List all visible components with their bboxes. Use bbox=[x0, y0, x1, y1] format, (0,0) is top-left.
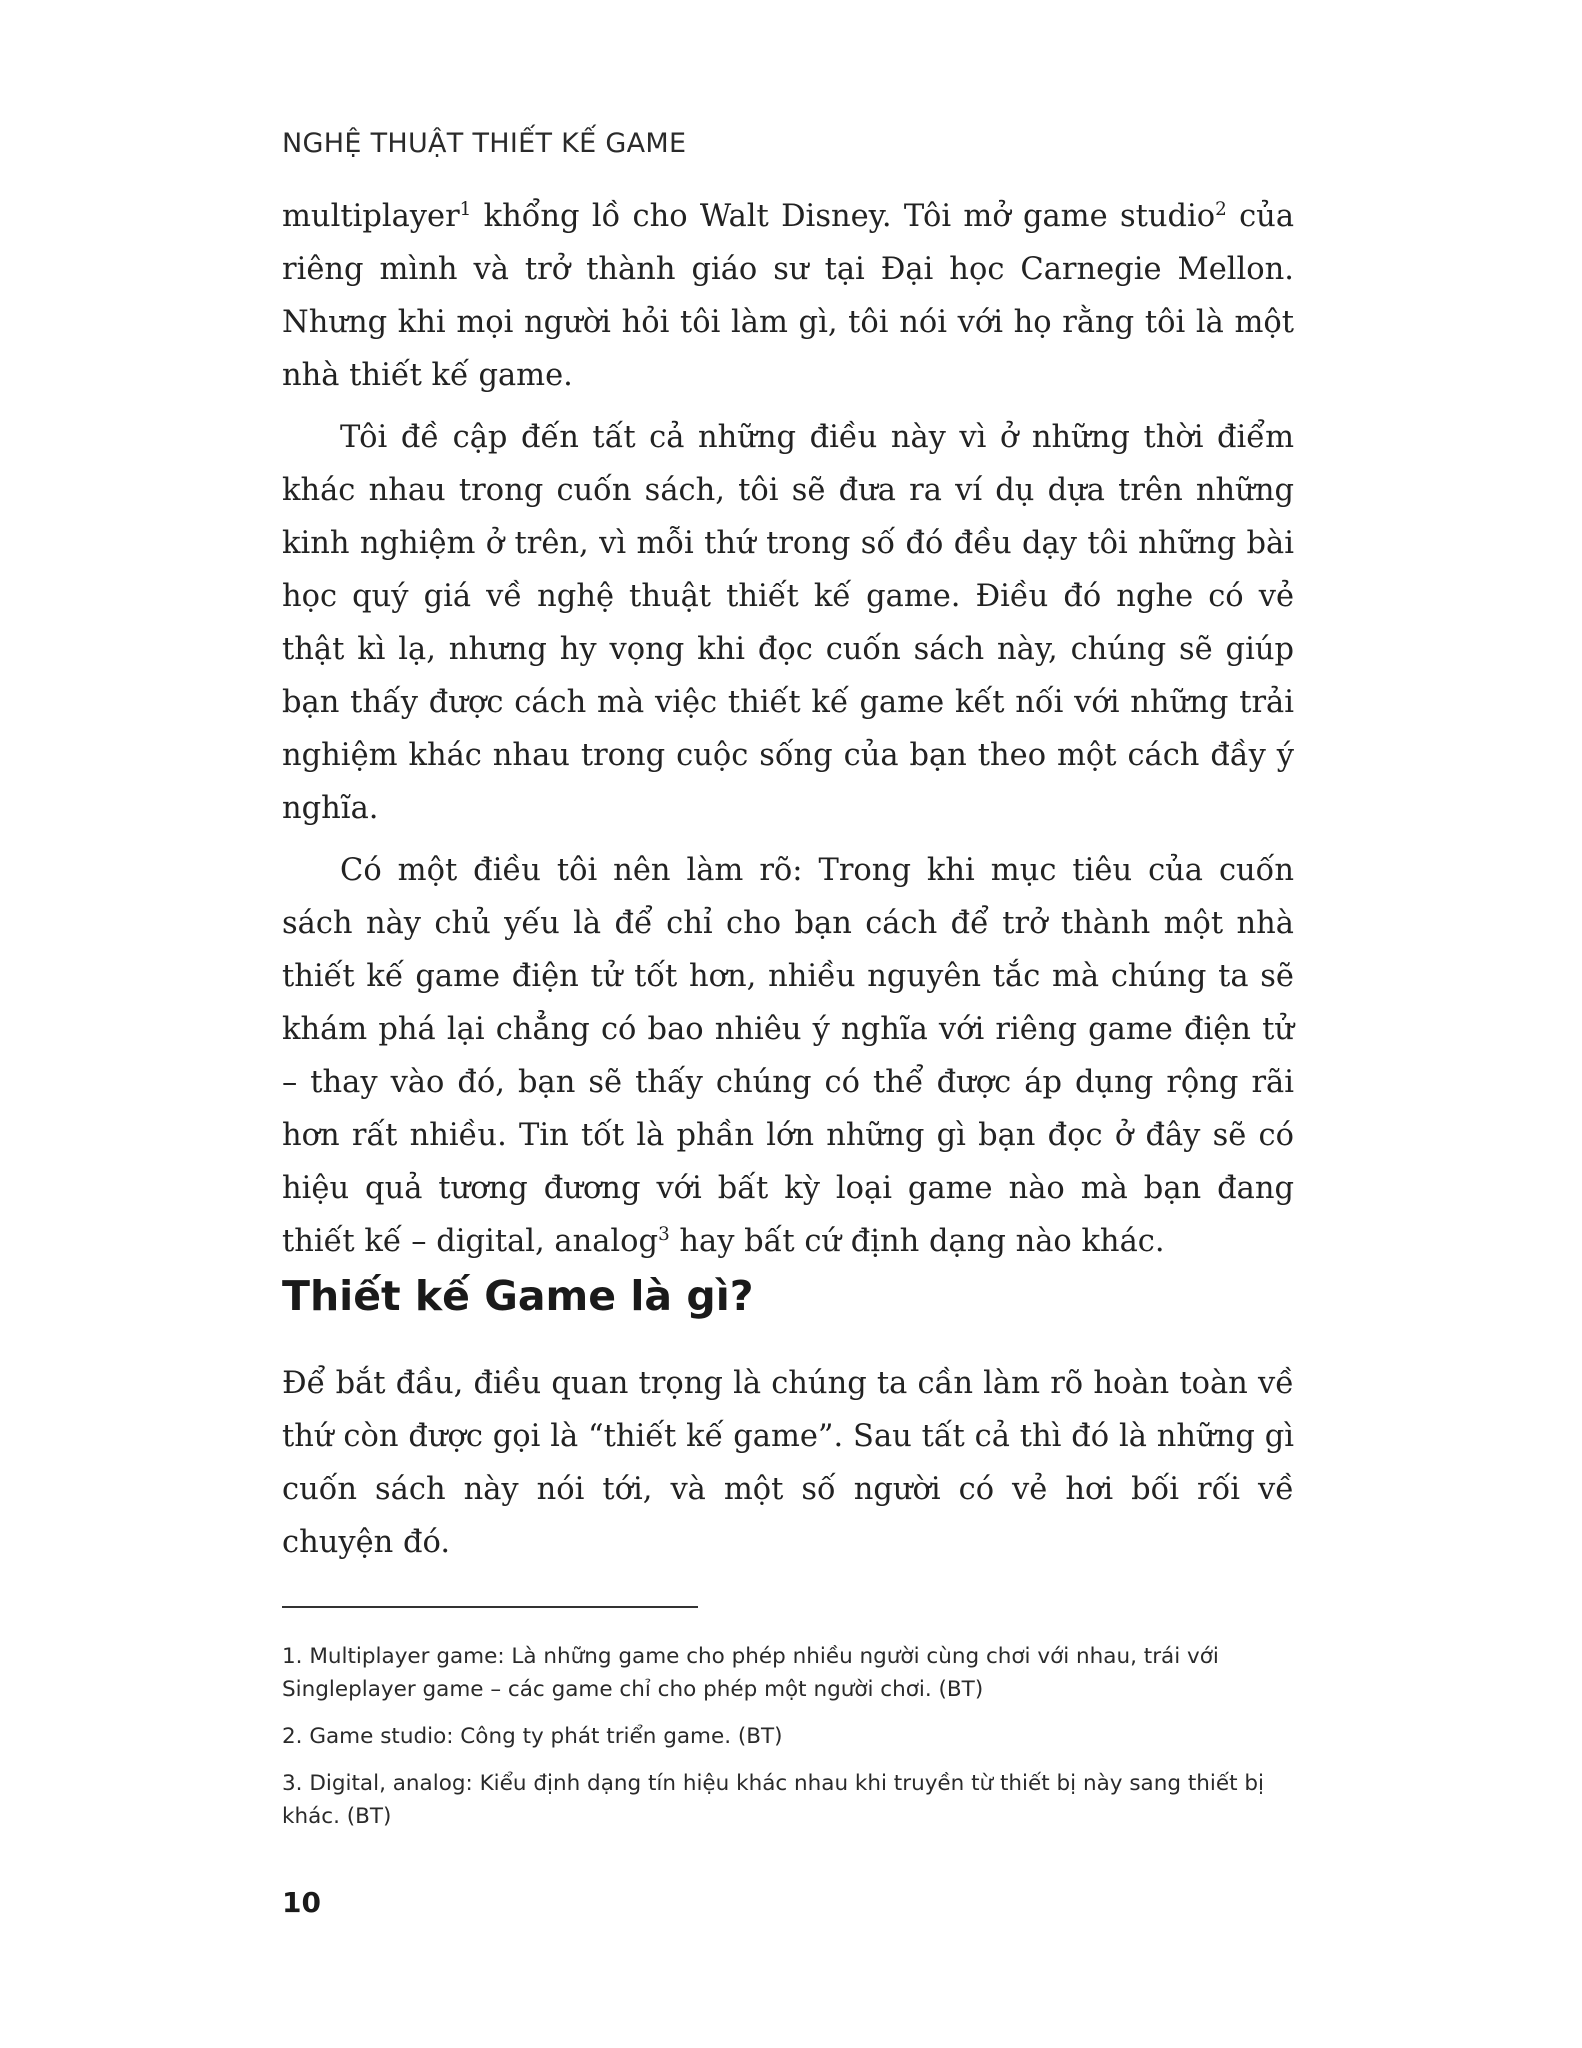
footnote-ref-3: 3 bbox=[658, 1223, 670, 1245]
running-head: NGHỆ THUẬT THIẾT KẾ GAME bbox=[282, 128, 687, 159]
section-paragraph: Để bắt đầu, điều quan trọng là chúng ta cần làm rõ hoàn toàn về thứ còn được gọi là “thiết kế game”. Sau tất cả thì đó là những gì cuốn sách này nói tới, và một số người có vẻ hơi bối rối về chuyện đó. bbox=[282, 1366, 1294, 1560]
paragraph-1-text: của riêng mình và trở thành giáo sư tại Đại học Carnegie Mellon. Nhưng khi mọi người hỏi tôi làm gì, tôi nói với họ rằng tôi là một nhà thiết kế game. bbox=[282, 199, 1294, 393]
footnote-divider bbox=[282, 1606, 698, 1608]
footnotes bbox=[282, 1640, 1294, 1847]
footnote-2: 2. Game studio: Công ty phát triển game. (BT) bbox=[282, 1724, 783, 1749]
paragraph-2: Tôi đề cập đến tất cả những điều này vì ở những thời điểm khác nhau trong cuốn sách, tôi sẽ đưa ra ví dụ dựa trên những kinh nghiệm ở trên, vì mỗi thứ trong số đó đều dạy tôi những bài học quý giá về nghệ thuật thiết kế game. Điều đó nghe có vẻ thật kì lạ, nhưng hy vọng khi đọc cuốn sách này, chúng sẽ giúp bạn thấy được cách mà việc thiết kế game kết nối với những trải nghiệm khác nhau trong cuộc sống của bạn theo một cách đầy ý nghĩa. bbox=[282, 420, 1294, 826]
paragraph-1 bbox=[282, 190, 1294, 402]
paragraph-1-text: multiplayer bbox=[282, 199, 460, 234]
paragraph-3 bbox=[282, 844, 1294, 1268]
paragraph-3-text: hay bất cứ định dạng nào khác. bbox=[669, 1224, 1165, 1259]
paragraph-1-text: khổng lồ cho Walt Disney. Tôi mở game studio bbox=[471, 199, 1216, 234]
main-text bbox=[282, 190, 1294, 1277]
footnote-3: 3. Digital, analog: Kiểu định dạng tín hiệu khác nhau khi truyền từ thiết bị này sang thiết bị khác. (BT) bbox=[282, 1771, 1264, 1829]
footnote-1: 1. Multiplayer game: Là những game cho phép nhiều người cùng chơi với nhau, trái với Singleplayer game – các game chỉ cho phép một người chơi. (BT) bbox=[282, 1644, 1219, 1702]
section-heading: Thiết kế Game là gì? bbox=[282, 1272, 754, 1320]
footnote-ref-1: 1 bbox=[459, 198, 472, 220]
section-text bbox=[282, 1357, 1294, 1569]
page-number: 10 bbox=[282, 1886, 321, 1919]
footnote-ref-2: 2 bbox=[1215, 198, 1227, 220]
paragraph-3-text: Có một điều tôi nên làm rõ: Trong khi mục tiêu của cuốn sách này chủ yếu là để chỉ cho bạn cách để trở thành một nhà thiết kế game điện tử tốt hơn, nhiều nguyên tắc mà chúng ta sẽ khám phá lại chẳng có bao nhiêu ý nghĩa với riêng game điện tử – thay vào đó, bạn sẽ thấy chúng có thể được áp dụng rộng rãi hơn rất nhiều. Tin tốt là phần lớn những gì bạn đọc ở đây sẽ có hiệu quả tương đương với bất kỳ loại game nào mà bạn đang thiết kế – digital, analog bbox=[282, 853, 1294, 1259]
